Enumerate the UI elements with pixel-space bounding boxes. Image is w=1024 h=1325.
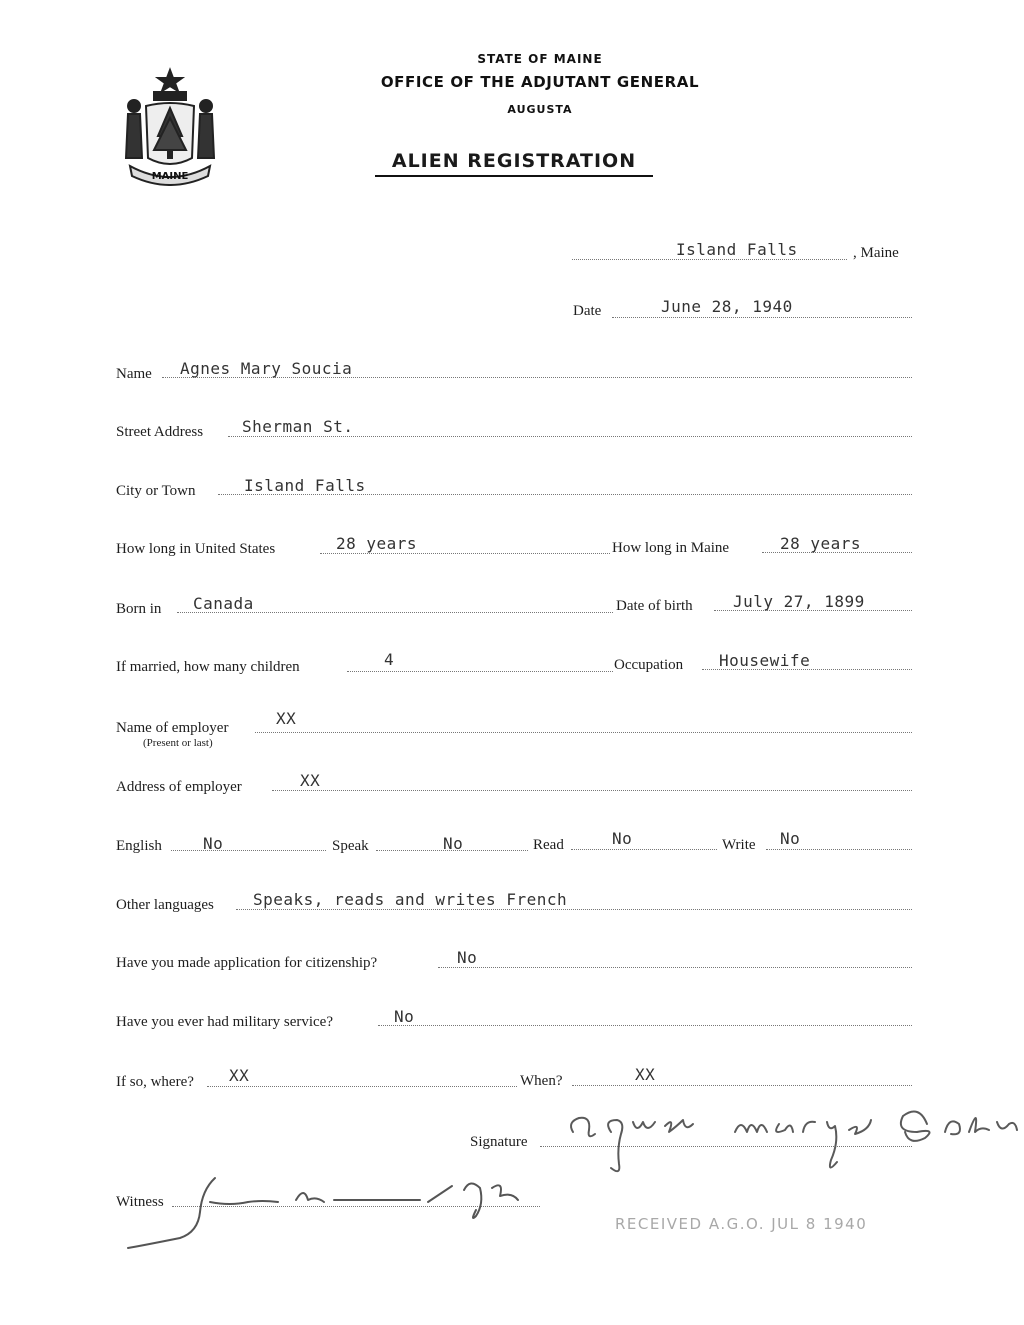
english-line (171, 850, 326, 851)
form-title: ALIEN REGISTRATION (375, 150, 653, 177)
english-value: No (203, 834, 224, 853)
street-label: Street Address (116, 424, 204, 440)
place-line (572, 259, 847, 260)
read-label: Read (533, 837, 564, 853)
write-label: Write (722, 837, 756, 853)
speak-label: Speak (332, 838, 369, 854)
witness-label: Witness (116, 1194, 164, 1210)
us-years-label: How long in United States (116, 541, 276, 557)
other-languages-line (236, 909, 912, 910)
us-years-line (320, 553, 610, 554)
received-stamp: RECEIVED A.G.O. JUL 8 1940 (615, 1215, 868, 1233)
city-town-label: City or Town (116, 483, 196, 499)
employer-address-label: Address of employer (116, 779, 242, 795)
state-heading: STATE OF MAINE (477, 52, 603, 66)
name-value: Agnes Mary Soucia (180, 359, 353, 378)
dob-value: July 27, 1899 (733, 592, 865, 611)
date-value: June 28, 1940 (661, 297, 793, 316)
witness-signature (120, 1160, 540, 1255)
us-years-value: 28 years (336, 534, 418, 553)
date-label: Date (573, 303, 602, 319)
city-town-value: Island Falls (244, 476, 366, 495)
place-suffix: , Maine (853, 245, 899, 261)
when-line (572, 1085, 912, 1086)
where-line (207, 1086, 517, 1087)
employer-label: Name of employer (116, 720, 229, 736)
employer-address-line (272, 790, 912, 791)
write-line (766, 849, 912, 850)
children-value: 4 (384, 650, 395, 669)
write-value: No (780, 829, 801, 848)
read-value: No (612, 829, 633, 848)
other-languages-label: Other languages (116, 897, 214, 913)
english-label: English (116, 838, 162, 854)
svg-text:MAINE: MAINE (151, 171, 189, 182)
employer-sublabel: (Present or last) (143, 737, 213, 749)
office-heading: OFFICE OF THE ADJUTANT GENERAL (380, 73, 700, 91)
employer-line (255, 732, 912, 733)
maine-years-label: How long in Maine (612, 540, 730, 556)
date-line (612, 317, 912, 318)
military-label: Have you ever had military service? (116, 1014, 333, 1030)
city-heading: AUGUSTA (507, 103, 573, 116)
citizenship-label: Have you made application for citizenship? (116, 955, 378, 971)
children-label: If married, how many children (116, 659, 300, 675)
where-value: XX (229, 1066, 250, 1085)
signature-label: Signature (470, 1134, 528, 1150)
military-line (378, 1025, 912, 1026)
place-value: Island Falls (676, 240, 798, 259)
read-line (571, 849, 717, 850)
citizenship-line (438, 967, 912, 968)
name-label: Name (116, 366, 152, 382)
born-label: Born in (116, 601, 162, 617)
employer-value: XX (276, 709, 297, 728)
maine-years-value: 28 years (780, 534, 862, 553)
where-label: If so, where? (116, 1074, 194, 1090)
when-label: When? (520, 1073, 563, 1089)
citizenship-value: No (457, 948, 478, 967)
applicant-signature (565, 1102, 1024, 1192)
occupation-value: Housewife (719, 651, 811, 670)
street-line (228, 436, 912, 437)
military-value: No (394, 1007, 415, 1026)
dob-label: Date of birth (616, 598, 693, 614)
children-line (347, 671, 613, 672)
when-value: XX (635, 1065, 656, 1084)
occupation-label: Occupation (614, 657, 684, 673)
employer-address-value: XX (300, 771, 321, 790)
speak-value: No (443, 834, 464, 853)
born-value: Canada (193, 594, 254, 613)
other-languages-value: Speaks, reads and writes French (253, 890, 568, 909)
street-value: Sherman St. (242, 417, 354, 436)
